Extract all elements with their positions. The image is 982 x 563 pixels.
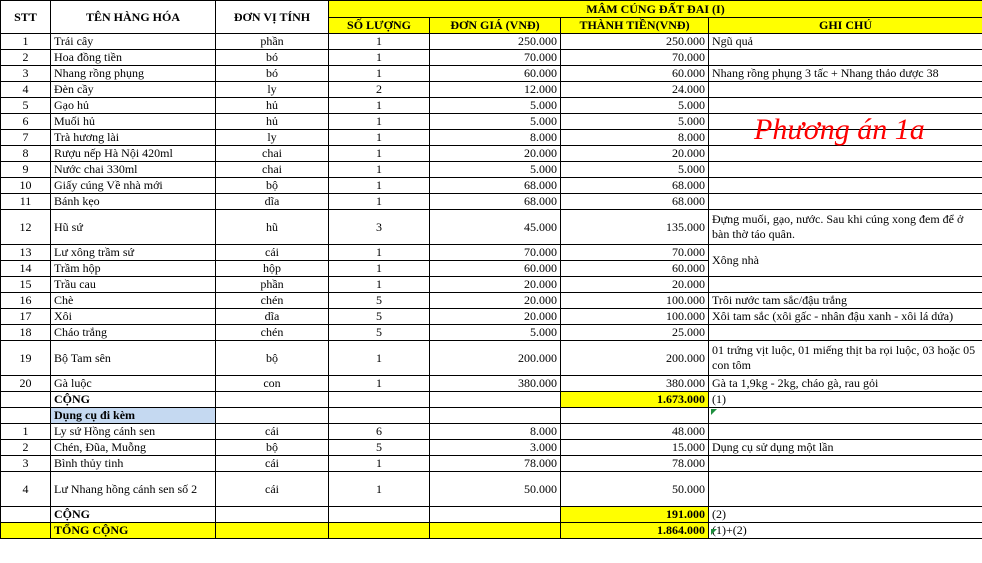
cell-name: Bộ Tam sên [51,341,216,376]
cell-total: 380.000 [561,376,709,392]
cell-empty [1,507,51,523]
cell-qty: 6 [329,424,430,440]
cell-price: 60.000 [430,261,561,277]
cell-note [709,472,982,507]
cell-empty [216,408,329,424]
cell-stt: 3 [1,456,51,472]
cell-qty: 5 [329,309,430,325]
cell-unit: ly [216,130,329,146]
cell-price: 8.000 [430,130,561,146]
cell-name: Lư Nhang hồng cánh sen số 2 [51,472,216,507]
cell-qty: 2 [329,82,430,98]
cell-unit: cái [216,245,329,261]
cell-empty [709,408,982,424]
cell-unit: bó [216,50,329,66]
cell-empty [216,392,329,408]
cell-price: 5.000 [430,114,561,130]
cell-name: Rượu nếp Hà Nội 420ml [51,146,216,162]
cell-qty: 1 [329,50,430,66]
cell-unit: chai [216,146,329,162]
header-total: THÀNH TIỀN(VNĐ) [561,18,709,34]
cell-stt: 1 [1,34,51,50]
cell-stt: 11 [1,194,51,210]
cell-unit: cái [216,424,329,440]
cell-note [709,178,982,194]
cell-qty: 1 [329,114,430,130]
cell-total: 5.000 [561,98,709,114]
section-title: Dụng cụ đi kèm [51,408,216,424]
cell-name: Giấy cúng Về nhà mới [51,178,216,194]
cell-total: 68.000 [561,194,709,210]
cell-name: Gạo hủ [51,98,216,114]
cell-stt: 15 [1,277,51,293]
cell-stt: 10 [1,178,51,194]
cell-stt: 8 [1,146,51,162]
table-row [1,210,982,245]
subtotal-row [1,392,982,408]
cell-note: 01 trứng vịt luộc, 01 miếng thịt ba rọi luộc, 03 hoặc 05 con tôm [709,341,982,376]
cell-note: Nhang rồng phụng 3 tấc + Nhang thảo dược 38 [709,66,982,82]
section-row [1,408,982,424]
cell-total: 78.000 [561,456,709,472]
cell-note: Dụng cụ sử dụng một lần [709,440,982,456]
cell-qty: 1 [329,376,430,392]
cell-note [709,325,982,341]
cell-note: Gà ta 1,9kg - 2kg, cháo gà, rau gỏi [709,376,982,392]
cell-empty [1,392,51,408]
cell-unit: dĩa [216,194,329,210]
cell-note [709,162,982,178]
cell-note [709,456,982,472]
cell-unit: phần [216,34,329,50]
cell-total: 135.000 [561,210,709,245]
cell-stt: 1 [1,424,51,440]
cell-qty: 1 [329,162,430,178]
cell-stt: 4 [1,82,51,98]
cell-empty [561,408,709,424]
header-price: ĐƠN GIÁ (VNĐ) [430,18,561,34]
cell-total: 70.000 [561,245,709,261]
cell-name: Hoa đồng tiền [51,50,216,66]
cell-qty: 1 [329,98,430,114]
cell-note: Ngũ quả [709,34,982,50]
cell-price: 12.000 [430,82,561,98]
table-row [1,472,982,507]
cell-price: 68.000 [430,194,561,210]
cell-price: 50.000 [430,472,561,507]
cell-total: 48.000 [561,424,709,440]
table-row [1,178,982,194]
cell-empty [430,507,561,523]
cell-name: Gà luộc [51,376,216,392]
cell-name: Chén, Đũa, Muỗng [51,440,216,456]
cell-qty: 1 [329,194,430,210]
cell-price: 70.000 [430,245,561,261]
cell-empty [1,408,51,424]
cell-stt: 18 [1,325,51,341]
cell-price: 78.000 [430,456,561,472]
subtotal-value: 191.000 [561,507,709,523]
cell-stt: 20 [1,376,51,392]
note-marker-icon [711,409,717,415]
cell-empty [1,523,51,539]
cell-qty: 5 [329,440,430,456]
cell-name: Xôi [51,309,216,325]
cell-unit: bó [216,66,329,82]
cell-price: 68.000 [430,178,561,194]
cell-note [709,50,982,66]
cell-name: Trái cây [51,34,216,50]
cell-stt: 9 [1,162,51,178]
table-row [1,82,982,98]
cell-name: Trà hương lài [51,130,216,146]
cell-price: 5.000 [430,98,561,114]
cell-total: 20.000 [561,277,709,293]
cell-price: 5.000 [430,325,561,341]
cell-qty: 1 [329,178,430,194]
cell-stt: 14 [1,261,51,277]
cell-stt: 7 [1,130,51,146]
cell-price: 8.000 [430,424,561,440]
cell-unit: ly [216,82,329,98]
grand-total-label: TỔNG CỘNG [51,523,216,539]
cell-stt: 5 [1,98,51,114]
cell-price: 5.000 [430,162,561,178]
cell-stt: 2 [1,50,51,66]
cell-name: Chè [51,293,216,309]
table-row [1,456,982,472]
cell-name: Bánh kẹo [51,194,216,210]
table-row [1,50,982,66]
cell-empty [329,507,430,523]
cell-price: 20.000 [430,146,561,162]
cell-qty: 3 [329,210,430,245]
cell-price: 200.000 [430,341,561,376]
table-row [1,162,982,178]
subtotal-note: (1) [709,392,982,408]
cell-note [709,424,982,440]
cell-total: 60.000 [561,66,709,82]
cell-unit: dĩa [216,309,329,325]
cell-qty: 1 [329,341,430,376]
cell-unit: hủ [216,98,329,114]
cell-total: 60.000 [561,261,709,277]
header-stt: STT [1,1,51,34]
cell-price: 20.000 [430,309,561,325]
cell-price: 20.000 [430,277,561,293]
cell-stt: 4 [1,472,51,507]
cell-name: Trầu cau [51,277,216,293]
cell-name: Đèn cầy [51,82,216,98]
cell-name: Trầm hộp [51,261,216,277]
cell-name: Hũ sứ [51,210,216,245]
cell-unit: con [216,376,329,392]
cell-stt: 2 [1,440,51,456]
cell-qty: 1 [329,261,430,277]
grand-total-value: 1.864.000 [561,523,709,539]
subtotal-row [1,507,982,523]
table-row [1,341,982,376]
cell-total: 100.000 [561,293,709,309]
cell-unit: cái [216,456,329,472]
cell-note: Xôi tam sắc (xôi gấc - nhân đậu xanh - xôi lá dứa) [709,309,982,325]
cell-stt: 16 [1,293,51,309]
table-row [1,245,982,261]
cell-note: Đựng muối, gạo, nước. Sau khi cúng xong đem để ở bàn thờ táo quân. [709,210,982,245]
plan-watermark: Phương án 1a [754,113,925,146]
cell-qty: 1 [329,34,430,50]
cell-empty [329,523,430,539]
cell-total: 250.000 [561,34,709,50]
table-row [1,424,982,440]
cell-price: 20.000 [430,293,561,309]
table-row [1,277,982,293]
cell-qty: 5 [329,325,430,341]
cell-qty: 1 [329,456,430,472]
grand-total-row [1,523,982,539]
cell-qty: 5 [329,293,430,309]
table-row [1,325,982,341]
cell-note: Trôi nước tam sắc/đậu trắng [709,293,982,309]
cell-name: Nước chai 330ml [51,162,216,178]
cell-total: 70.000 [561,50,709,66]
cell-total: 200.000 [561,341,709,376]
subtotal-note: (2) [709,507,982,523]
cell-name: Nhang rồng phụng [51,66,216,82]
cell-name: Muối hủ [51,114,216,130]
note-marker-icon [711,529,717,535]
table-row [1,98,982,114]
cell-note [709,146,982,162]
cell-total: 5.000 [561,114,709,130]
cell-stt: 12 [1,210,51,245]
table-row [1,34,982,50]
cell-price: 250.000 [430,34,561,50]
cell-stt: 13 [1,245,51,261]
table-row [1,194,982,210]
table-row [1,66,982,82]
subtotal-label: CỘNG [51,392,216,408]
header-qty: SỐ LƯỢNG [329,18,430,34]
cell-total: 5.000 [561,162,709,178]
cell-total: 25.000 [561,325,709,341]
table-row [1,293,982,309]
cell-unit: bộ [216,178,329,194]
cell-price: 380.000 [430,376,561,392]
cell-stt: 6 [1,114,51,130]
cell-empty [216,507,329,523]
table-row [1,309,982,325]
cell-stt: 17 [1,309,51,325]
cell-note: Xông nhà [709,245,982,277]
cell-unit: chén [216,325,329,341]
cell-total: 24.000 [561,82,709,98]
cell-empty [430,392,561,408]
cell-name: Bình thủy tinh [51,456,216,472]
cell-name: Ly sứ Hồng cánh sen [51,424,216,440]
cell-unit: chén [216,293,329,309]
grand-total-note: (1)+(2) [709,523,982,539]
cell-total: 20.000 [561,146,709,162]
cell-price: 60.000 [430,66,561,82]
cell-qty: 1 [329,245,430,261]
cell-price: 70.000 [430,50,561,66]
cell-empty [329,392,430,408]
cell-name: Lư xông trầm sứ [51,245,216,261]
cell-total: 100.000 [561,309,709,325]
cell-note [709,277,982,293]
table-row [1,146,982,162]
header-unit: ĐƠN VỊ TÍNH [216,1,329,34]
cell-unit: chai [216,162,329,178]
cell-unit: cái [216,472,329,507]
header-name: TÊN HÀNG HÓA [51,1,216,34]
table-row [1,376,982,392]
cell-unit: bộ [216,440,329,456]
table-row [1,440,982,456]
cell-note [709,98,982,114]
cell-note [709,82,982,98]
cell-unit: hủ [216,114,329,130]
cell-qty: 1 [329,130,430,146]
cell-note [709,194,982,210]
cell-stt: 3 [1,66,51,82]
cell-unit: hộp [216,261,329,277]
cell-empty [216,523,329,539]
cell-empty [329,408,430,424]
cell-total: 50.000 [561,472,709,507]
cell-empty [430,523,561,539]
cell-total: 15.000 [561,440,709,456]
subtotal-value: 1.673.000 [561,392,709,408]
cell-total: 68.000 [561,178,709,194]
cell-name: Cháo trắng [51,325,216,341]
cell-qty: 1 [329,277,430,293]
cell-unit: bộ [216,341,329,376]
header-note: GHI CHÚ [709,18,982,34]
cell-qty: 1 [329,472,430,507]
cell-stt: 19 [1,341,51,376]
cell-total: 8.000 [561,130,709,146]
cell-price: 3.000 [430,440,561,456]
cell-empty [430,408,561,424]
cell-qty: 1 [329,146,430,162]
cell-unit: phần [216,277,329,293]
cell-price: 45.000 [430,210,561,245]
cell-unit: hũ [216,210,329,245]
cell-qty: 1 [329,66,430,82]
subtotal-label: CỘNG [51,507,216,523]
header-group: MÂM CÚNG ĐẤT ĐAI (I) [329,1,982,18]
